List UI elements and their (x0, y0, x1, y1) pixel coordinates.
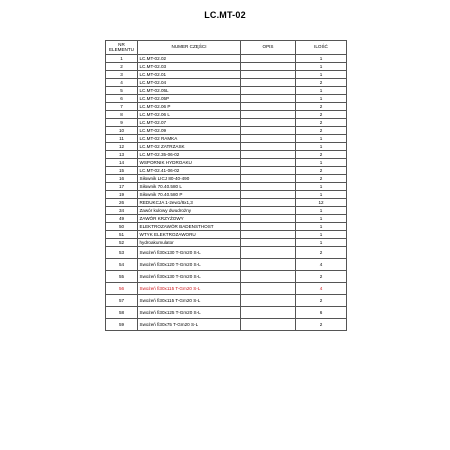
cell-part-number: LC.MT-02.07 (138, 119, 241, 127)
table-row (106, 231, 347, 239)
table-row (106, 79, 347, 87)
cell-quantity: 1 (296, 95, 347, 103)
cell-nr: 15 (106, 167, 138, 175)
cell-part-number: Siłownik 70.40.580 L (138, 183, 241, 191)
cell-description (241, 79, 296, 87)
cell-nr: 58 (106, 307, 138, 319)
cell-quantity: 12 (296, 199, 347, 207)
cell-quantity: 2 (296, 111, 347, 119)
cell-description (241, 159, 296, 167)
table-row (106, 159, 347, 167)
table-row (106, 319, 347, 331)
cell-nr: 10 (106, 127, 138, 135)
cell-nr: 53 (106, 247, 138, 259)
table-row (106, 151, 347, 159)
cell-part-number: hydroakumulator (138, 239, 241, 247)
cell-nr: 57 (106, 295, 138, 307)
cell-quantity: 1 (296, 223, 347, 231)
cell-description (241, 295, 296, 307)
cell-quantity: 2 (296, 167, 347, 175)
cell-part-number: Siłownik LICJ 80-40-490 (138, 175, 241, 183)
cell-nr: 17 (106, 183, 138, 191)
cell-nr: 55 (106, 271, 138, 283)
cell-description (241, 95, 296, 103)
cell-part-number: Swożeń fi30x125 T-Gm20 S-L (138, 307, 241, 319)
table-row (106, 199, 347, 207)
cell-nr: 11 (106, 135, 138, 143)
cell-quantity: 1 (296, 55, 347, 63)
cell-nr: 7 (106, 103, 138, 111)
cell-nr: 8 (106, 111, 138, 119)
cell-nr: 2 (106, 63, 138, 71)
cell-description (241, 143, 296, 151)
table-row (106, 95, 347, 103)
cell-part-number: Swożeń fi30x75 T-Gm20 S-L (138, 319, 241, 331)
table-row (106, 143, 347, 151)
cell-part-number: LC.MT-02.09 (138, 127, 241, 135)
cell-nr: 6 (106, 95, 138, 103)
cell-nr: 49 (106, 215, 138, 223)
table-row (106, 207, 347, 215)
table-row (106, 55, 347, 63)
cell-part-number: LC.MT-02.05L (138, 87, 241, 95)
cell-part-number: ELEKTROZAWÓR BADENSTHOST (138, 223, 241, 231)
header-nr: NR ELEMENTU (106, 41, 138, 55)
table-row (106, 295, 347, 307)
cell-nr: 51 (106, 231, 138, 239)
cell-nr: 3 (106, 71, 138, 79)
cell-nr: 12 (106, 143, 138, 151)
cell-quantity: 1 (296, 87, 347, 95)
table-row (106, 283, 347, 295)
cell-quantity: 2 (296, 127, 347, 135)
cell-quantity: 2 (296, 175, 347, 183)
cell-part-number: LC.MT-02 RAMKA (138, 135, 241, 143)
table-row (106, 259, 347, 271)
cell-quantity: 2 (296, 79, 347, 87)
table-row (106, 191, 347, 199)
cell-part-number: LC.MT-02.35-06-02 (138, 151, 241, 159)
cell-quantity: 1 (296, 183, 347, 191)
cell-description (241, 239, 296, 247)
table-row (106, 119, 347, 127)
cell-nr: 50 (106, 223, 138, 231)
cell-quantity: 6 (296, 307, 347, 319)
cell-nr: 54 (106, 259, 138, 271)
cell-nr: 19 (106, 191, 138, 199)
cell-part-number: LC.MT-02.41-06-02 (138, 167, 241, 175)
cell-part-number: LC.MT-02.03 (138, 63, 241, 71)
cell-description (241, 111, 296, 119)
cell-quantity: 1 (296, 207, 347, 215)
table-row (106, 215, 347, 223)
cell-quantity: 1 (296, 143, 347, 151)
cell-description (241, 103, 296, 111)
cell-nr: 14 (106, 159, 138, 167)
cell-description (241, 215, 296, 223)
cell-description (241, 87, 296, 95)
table-row (106, 271, 347, 283)
cell-quantity: 2 (296, 319, 347, 331)
cell-description (241, 231, 296, 239)
cell-quantity: 1 (296, 135, 347, 143)
cell-description (241, 183, 296, 191)
cell-nr: 56 (106, 283, 138, 295)
cell-nr: 52 (106, 239, 138, 247)
cell-quantity: 1 (296, 63, 347, 71)
table-row (106, 175, 347, 183)
cell-quantity: 1 (296, 159, 347, 167)
cell-part-number: WSPORNIK HYDROAKU (138, 159, 241, 167)
cell-part-number: Swożeń fi30x115 T-Gm20 S-L (138, 295, 241, 307)
table-row (106, 111, 347, 119)
cell-nr: 59 (106, 319, 138, 331)
table-header-row (106, 41, 347, 55)
cell-quantity: 4 (296, 283, 347, 295)
table-row (106, 63, 347, 71)
cell-description (241, 175, 296, 183)
cell-part-number: Swożeń fi30x130 T-Gm20 S-L (138, 247, 241, 259)
cell-part-number: Swożeń fi30x130 T-Gm20 S-L (138, 271, 241, 283)
table-row (106, 103, 347, 111)
table-row (106, 239, 347, 247)
cell-description (241, 151, 296, 159)
table-row (106, 223, 347, 231)
header-quantity: ILOŚĆ (296, 41, 347, 55)
cell-quantity: 4 (296, 259, 347, 271)
cell-quantity: 2 (296, 119, 347, 127)
cell-description (241, 191, 296, 199)
table-row (106, 247, 347, 259)
cell-part-number: Swożeń fi30x120 T-Gm20 S-L (138, 259, 241, 271)
cell-quantity: 2 (296, 271, 347, 283)
header-part-number: NUMER CZĘŚCI (138, 41, 241, 55)
cell-part-number: LC.MT-02.01 (138, 71, 241, 79)
table-row (106, 307, 347, 319)
cell-description (241, 63, 296, 71)
cell-description (241, 167, 296, 175)
cell-part-number: Siłownik 70.40.580 P (138, 191, 241, 199)
cell-description (241, 259, 296, 271)
cell-description (241, 271, 296, 283)
document-title: LC.MT-02 (204, 10, 246, 20)
table-row (106, 167, 347, 175)
table-row (106, 183, 347, 191)
cell-nr: 9 (106, 119, 138, 127)
cell-part-number: LC.MT-02 ZATRZASK (138, 143, 241, 151)
cell-part-number: REDUKCJA 1-2ew1/8x1,3 (138, 199, 241, 207)
cell-part-number: WTYK ELEKTROZAWORU (138, 231, 241, 239)
table-row (106, 127, 347, 135)
cell-description (241, 207, 296, 215)
cell-quantity: 2 (296, 151, 347, 159)
cell-quantity: 2 (296, 247, 347, 259)
cell-nr: 26 (106, 199, 138, 207)
cell-part-number: LC.MT-02.02 (138, 55, 241, 63)
cell-nr: 34 (106, 207, 138, 215)
cell-nr: 16 (106, 175, 138, 183)
cell-description (241, 127, 296, 135)
table-row (106, 135, 347, 143)
cell-part-number: LC.MT-02.06 L (138, 111, 241, 119)
table-row (106, 71, 347, 79)
parts-table (105, 40, 347, 331)
cell-part-number: LC.MT-02.05P (138, 95, 241, 103)
cell-description (241, 283, 296, 295)
cell-quantity: 1 (296, 231, 347, 239)
table-row (106, 87, 347, 95)
cell-nr: 4 (106, 79, 138, 87)
cell-description (241, 223, 296, 231)
cell-description (241, 135, 296, 143)
cell-quantity: 1 (296, 215, 347, 223)
cell-description (241, 319, 296, 331)
cell-description (241, 247, 296, 259)
cell-nr: 13 (106, 151, 138, 159)
cell-description (241, 119, 296, 127)
header-description: OPIS (241, 41, 296, 55)
cell-quantity: 1 (296, 239, 347, 247)
cell-nr: 1 (106, 55, 138, 63)
cell-description (241, 307, 296, 319)
cell-description (241, 71, 296, 79)
cell-part-number: LC.MT-02.04 (138, 79, 241, 87)
cell-quantity: 2 (296, 103, 347, 111)
cell-part-number: LC.MT-02.06 P (138, 103, 241, 111)
cell-description (241, 199, 296, 207)
cell-part-number: Swożeń fi30x115 T-Gm20 S-L (138, 283, 241, 295)
cell-quantity: 2 (296, 295, 347, 307)
cell-quantity: 1 (296, 71, 347, 79)
cell-nr: 5 (106, 87, 138, 95)
cell-description (241, 55, 296, 63)
cell-quantity: 1 (296, 191, 347, 199)
parts-table-body (106, 55, 347, 331)
cell-part-number: Zawór kulowy dwudrożny (138, 207, 241, 215)
cell-part-number: ZAWÓR KRZYŻOWY (138, 215, 241, 223)
